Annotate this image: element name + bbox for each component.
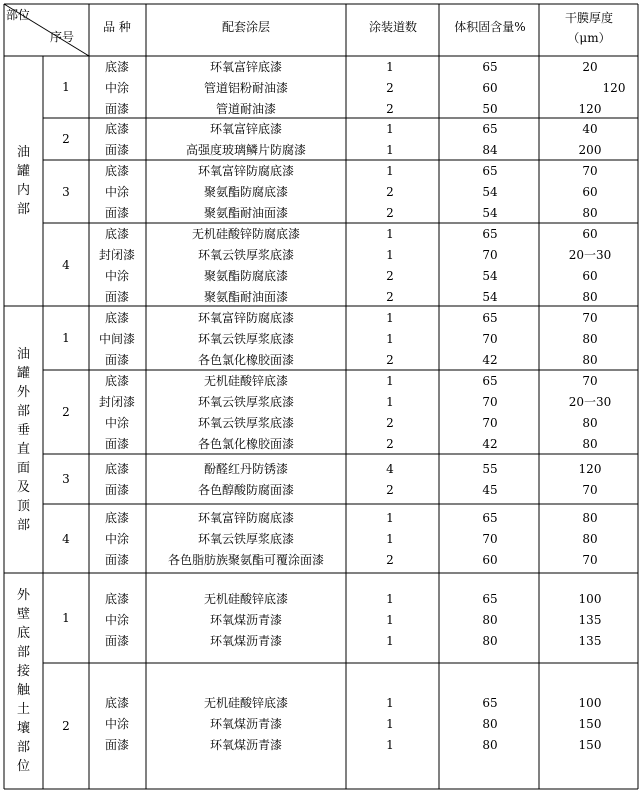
row-thickness: 100 — [578, 696, 602, 710]
row-solids: 65 — [482, 592, 498, 606]
region-label: 油罐外部垂直面及顶部 — [16, 346, 30, 533]
group-seq: 3 — [62, 472, 70, 486]
row-type: 底漆 — [104, 59, 130, 74]
row-passes: 2 — [386, 352, 394, 367]
row-coating: 聚氨酯耐油面漆 — [203, 206, 289, 220]
row-coating: 环氧富锌防腐底漆 — [197, 310, 295, 325]
row-thickness: 80 — [582, 206, 598, 220]
row-type: 中涂 — [104, 185, 130, 199]
row-coating: 环氧云铁厚浆底漆 — [197, 532, 295, 546]
row-thickness: 120 — [578, 101, 602, 116]
row-type: 面漆 — [104, 143, 130, 157]
header-thickness-unit: （μm） — [567, 31, 611, 45]
row-type: 底漆 — [104, 226, 130, 241]
row-coating: 无机硅酸锌防腐底漆 — [191, 226, 301, 241]
row-thickness: 80 — [582, 289, 598, 304]
row-type: 封闭漆 — [98, 247, 136, 262]
row-passes: 2 — [386, 416, 394, 430]
row-coating: 聚氨酯防腐底漆 — [203, 268, 289, 283]
row-thickness: 60 — [582, 268, 598, 283]
row-solids: 65 — [482, 696, 498, 710]
row-coating: 环氧富锌底漆 — [209, 59, 283, 74]
row-type: 面漆 — [104, 289, 130, 304]
row-passes: 1 — [386, 331, 394, 346]
group-seq: 2 — [62, 405, 70, 419]
row-thickness: 135 — [578, 613, 602, 627]
row-coating: 各色醇酸防腐面漆 — [197, 483, 295, 497]
row-thickness: 80 — [582, 437, 598, 451]
row-coating: 环氧富锌防腐底漆 — [197, 511, 295, 525]
row-solids: 54 — [482, 185, 498, 199]
row-type: 面漆 — [104, 352, 130, 367]
row-solids: 70 — [482, 416, 498, 430]
row-thickness: 40 — [582, 122, 598, 136]
row-passes: 1 — [386, 738, 394, 752]
row-thickness: 20一30 — [568, 247, 612, 262]
row-passes: 1 — [386, 122, 394, 136]
row-coating: 聚氨酯防腐底漆 — [203, 185, 289, 199]
row-type: 面漆 — [104, 553, 130, 567]
row-passes: 2 — [386, 268, 394, 283]
row-solids: 65 — [482, 164, 498, 178]
row-type: 面漆 — [104, 437, 130, 451]
row-type: 封闭漆 — [98, 395, 136, 409]
row-solids: 65 — [482, 59, 498, 74]
row-solids: 42 — [482, 352, 498, 367]
row-thickness: 70 — [582, 553, 598, 567]
row-solids: 54 — [482, 206, 498, 220]
header-thickness: 干膜厚度 — [564, 11, 614, 25]
header-coating: 配套涂层 — [221, 20, 271, 34]
region-label: 油罐内部 — [16, 145, 30, 217]
row-solids: 45 — [482, 483, 498, 497]
row-thickness: 100 — [578, 592, 602, 606]
row-type: 面漆 — [104, 483, 130, 497]
row-solids: 50 — [482, 101, 498, 116]
row-solids: 65 — [482, 226, 498, 241]
header-region: 部位 — [6, 8, 31, 22]
row-coating: 环氧云铁厚浆底漆 — [197, 331, 295, 346]
row-passes: 2 — [386, 289, 394, 304]
row-type: 中涂 — [104, 532, 130, 546]
row-coating: 酚醛红丹防锈漆 — [203, 462, 289, 476]
row-thickness: 70 — [582, 374, 598, 388]
row-passes: 2 — [386, 553, 394, 567]
row-solids: 60 — [482, 80, 498, 95]
row-thickness: 80 — [582, 511, 598, 525]
row-solids: 65 — [482, 310, 498, 325]
row-solids: 60 — [482, 553, 498, 567]
row-type: 中涂 — [104, 613, 130, 627]
row-solids: 54 — [482, 268, 498, 283]
row-coating: 聚氨酯耐油面漆 — [203, 289, 289, 304]
row-solids: 65 — [482, 511, 498, 525]
row-type: 底漆 — [104, 462, 130, 476]
row-passes: 1 — [386, 511, 394, 525]
row-thickness: 80 — [582, 532, 598, 546]
row-type: 面漆 — [104, 206, 130, 220]
row-coating: 环氧煤沥青漆 — [209, 717, 283, 731]
row-coating: 高强度玻璃鳞片防腐漆 — [185, 143, 307, 157]
row-passes: 1 — [386, 532, 394, 546]
row-coating: 各色氯化橡胶面漆 — [197, 437, 295, 451]
row-solids: 70 — [482, 331, 498, 346]
row-coating: 管道耐油漆 — [215, 101, 277, 116]
row-solids: 65 — [482, 374, 498, 388]
row-passes: 1 — [386, 613, 394, 627]
row-solids: 55 — [482, 462, 498, 476]
region-label: 外壁底部接触土壤部位 — [16, 588, 30, 774]
group-seq: 4 — [62, 257, 70, 272]
header-passes: 涂装道数 — [368, 20, 418, 34]
row-passes: 1 — [386, 164, 394, 178]
row-passes: 2 — [386, 185, 394, 199]
row-coating: 各色脂肪族聚氨酯可覆涂面漆 — [167, 553, 325, 567]
row-type: 面漆 — [104, 101, 130, 116]
row-thickness: 135 — [578, 634, 602, 648]
row-solids: 70 — [482, 532, 498, 546]
row-solids: 80 — [482, 738, 498, 752]
row-type: 底漆 — [104, 511, 130, 525]
row-type: 底漆 — [104, 164, 130, 178]
row-coating: 环氧云铁厚浆底漆 — [197, 416, 295, 430]
row-coating: 环氧富锌底漆 — [209, 122, 283, 136]
row-passes: 1 — [386, 226, 394, 241]
row-passes: 1 — [386, 143, 394, 157]
row-passes: 1 — [386, 374, 394, 388]
row-passes: 1 — [386, 247, 394, 262]
row-passes: 2 — [386, 101, 394, 116]
group-seq: 1 — [62, 80, 70, 94]
row-type: 面漆 — [104, 738, 130, 752]
row-type: 面漆 — [104, 634, 130, 648]
row-coating: 无机硅酸锌底漆 — [203, 374, 289, 388]
row-passes: 1 — [386, 592, 394, 606]
row-type: 底漆 — [104, 696, 130, 710]
row-passes: 1 — [386, 395, 394, 409]
header-variety: 品 种 — [103, 20, 131, 34]
row-thickness: 60 — [582, 185, 598, 199]
row-passes: 1 — [386, 696, 394, 710]
row-thickness: 150 — [578, 717, 602, 731]
row-coating: 环氧煤沥青漆 — [209, 634, 283, 648]
row-solids: 70 — [482, 395, 498, 409]
row-type: 中涂 — [104, 80, 130, 95]
group-seq: 1 — [62, 331, 70, 345]
row-solids: 80 — [482, 613, 498, 627]
row-type: 底漆 — [104, 310, 130, 325]
row-coating: 各色氯化橡胶面漆 — [197, 352, 295, 367]
row-thickness: 20一30 — [568, 395, 612, 409]
row-solids: 42 — [482, 437, 498, 451]
row-thickness: 70 — [582, 310, 598, 325]
row-passes: 2 — [386, 483, 394, 497]
row-coating: 环氧云铁厚浆底漆 — [197, 395, 295, 409]
row-thickness: 70 — [582, 164, 598, 178]
row-coating: 环氧云铁厚浆底漆 — [197, 247, 295, 262]
row-coating: 管道铝粉耐油漆 — [203, 80, 289, 95]
row-thickness: 120 — [602, 80, 626, 95]
row-thickness: 80 — [582, 416, 598, 430]
row-passes: 1 — [386, 310, 394, 325]
row-passes: 4 — [386, 462, 394, 476]
row-passes: 1 — [386, 634, 394, 648]
row-type: 底漆 — [104, 374, 130, 388]
row-thickness: 20 — [582, 59, 598, 74]
row-thickness: 80 — [582, 331, 598, 346]
group-seq: 1 — [62, 611, 70, 625]
row-coating: 环氧煤沥青漆 — [209, 738, 283, 752]
group-seq: 4 — [62, 531, 70, 546]
row-solids: 80 — [482, 634, 498, 648]
row-solids: 84 — [482, 143, 498, 157]
row-passes: 1 — [386, 59, 394, 74]
row-type: 中间漆 — [98, 331, 136, 346]
row-solids: 80 — [482, 717, 498, 731]
row-thickness: 80 — [582, 352, 598, 367]
group-seq: 2 — [62, 719, 70, 733]
row-type: 中涂 — [104, 416, 130, 430]
row-passes: 2 — [386, 206, 394, 220]
row-thickness: 150 — [578, 738, 602, 752]
row-coating: 无机硅酸锌底漆 — [203, 696, 289, 710]
header-solids: 体积固含量% — [454, 20, 526, 34]
row-thickness: 60 — [582, 226, 598, 241]
row-type: 中涂 — [104, 268, 130, 283]
row-passes: 1 — [386, 717, 394, 731]
row-coating: 环氧煤沥青漆 — [209, 613, 283, 627]
row-solids: 54 — [482, 289, 498, 304]
row-passes: 2 — [386, 80, 394, 95]
row-passes: 2 — [386, 437, 394, 451]
row-thickness: 70 — [582, 483, 598, 497]
row-type: 底漆 — [104, 122, 130, 136]
row-type: 中涂 — [104, 717, 130, 731]
group-seq: 2 — [62, 132, 70, 146]
row-thickness: 120 — [578, 462, 602, 476]
row-type: 底漆 — [104, 592, 130, 606]
group-seq: 3 — [62, 184, 70, 199]
row-thickness: 200 — [578, 143, 602, 157]
row-coating: 无机硅酸锌底漆 — [203, 592, 289, 606]
row-solids: 70 — [482, 247, 498, 262]
row-solids: 65 — [482, 122, 498, 136]
header-seq: 序号 — [50, 30, 75, 44]
row-coating: 环氧富锌防腐底漆 — [197, 164, 295, 178]
